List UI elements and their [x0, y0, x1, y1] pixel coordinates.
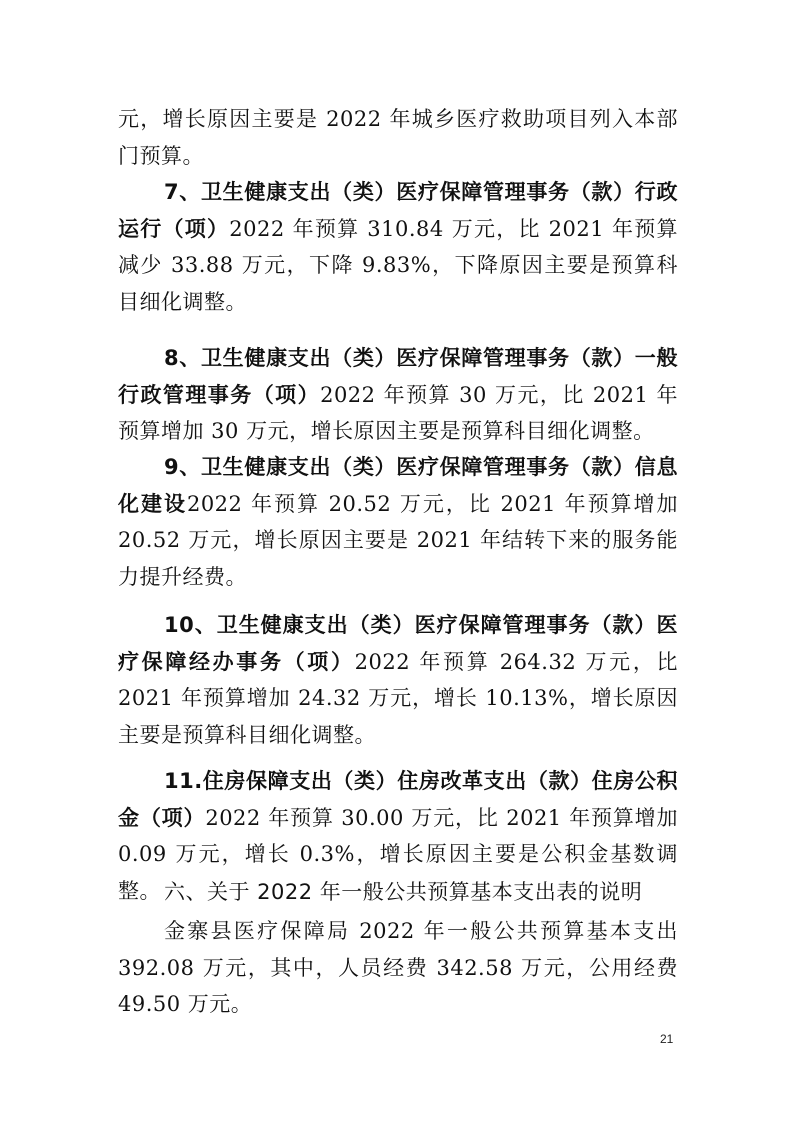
paragraph-1	[118, 101, 678, 174]
item-8-body: 2022 年预算 30 万元，比 2021 年预算增加 30 万元，增长原因主要是预算科目细化调整。	[118, 382, 678, 444]
item-9-lead: 9、卫生健康支出（类）医疗保障管理事务（款）信息化建设	[118, 455, 678, 516]
paragraph-item-8	[118, 340, 678, 450]
paragraph-1-body: 元，增长原因主要是 2022 年城乡医疗救助项目列入本部门预算。	[118, 107, 678, 168]
page-number: 21	[660, 1032, 674, 1046]
item-8-lead: 8、卫生健康支出（类）医疗保障管理事务（款）一般行政管理事务（项）	[118, 346, 678, 407]
paragraph-item-10	[118, 607, 678, 753]
item-11-lead: 11.住房保障支出（类）住房改革支出（款）住房公积金（项）	[118, 769, 678, 830]
item-9-body: 2022 年预算 20.52 万元，比 2021 年预算增加 20.52 万元，增长原因主要是 2021 年结转下来的服务能力提升经费。	[118, 491, 679, 589]
paragraph-final: 金寨县医疗保障局 2022 年一般公共预算基本支出 392.08 万元，其中，人员经费 342.58 万元，公用经费 49.50 万元。	[118, 919, 678, 1017]
item-10-lead: 10、卫生健康支出（类）医疗保障管理事务（款）医疗保障经办事务（项）	[118, 613, 678, 674]
item-7-body: 2022 年预算 310.84 万元，比 2021 年预算减少 33.88 万元，下降 9.83%，下降原因主要是预算科目细化调整。	[118, 216, 678, 314]
item-11-body: 2022 年预算 30.00 万元，比 2021 年预算增加 0.09 万元，增长 0.3%，增长原因主要是公积金基数调整。	[118, 805, 678, 903]
section-heading: 六、关于 2022 年一般公共预算基本支出表的说明	[164, 880, 643, 904]
item-7-lead: 7、卫生健康支出（类）医疗保障管理事务（款）行政运行（项）	[118, 180, 678, 241]
paragraph-item-7	[118, 174, 678, 320]
paragraph-item-9	[118, 449, 678, 595]
item-10-body: 2022 年预算 264.32 万元，比 2021 年预算增加 24.32 万元，增长 10.13%，增长原因主要是预算科目细化调整。	[118, 649, 679, 747]
